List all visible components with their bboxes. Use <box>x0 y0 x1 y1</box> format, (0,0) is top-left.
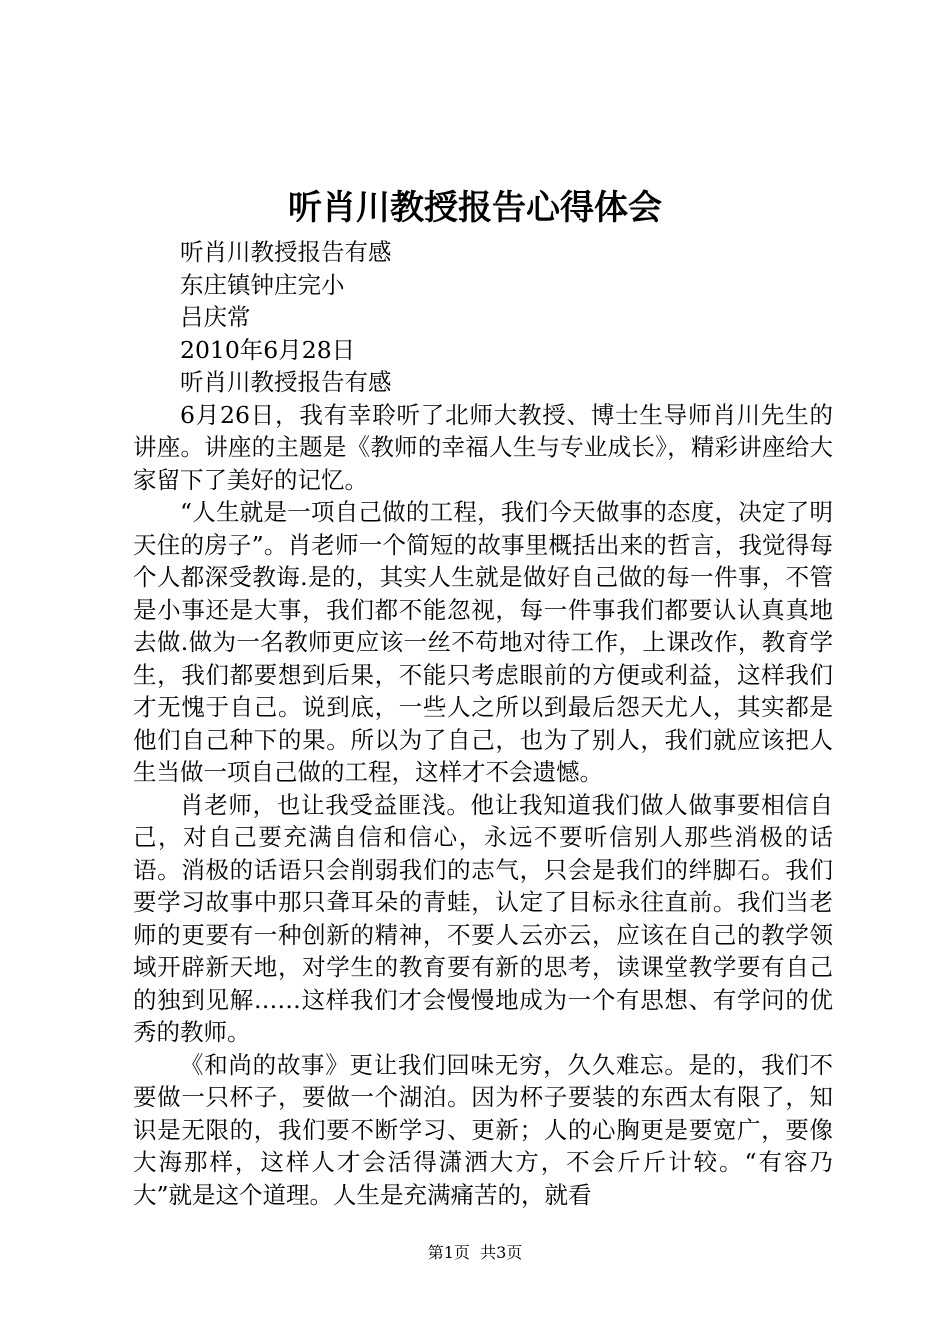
paragraph-1: 6月26日，我有幸聆听了北师大教授、博士生导师肖川先生的讲座。讲座的主题是《教师的幸福人生与专业成长》，精彩讲座给大家留下了美好的记忆。 <box>133 400 833 494</box>
page-footer: 第1页 共3页 <box>427 1243 523 1262</box>
school-line: 东庄镇钟庄完小 <box>180 270 345 299</box>
subtitle-line: 听肖川教授报告有感 <box>180 238 392 266</box>
date-line: 2010年6月28日 <box>180 335 356 364</box>
document-body <box>133 236 833 1211</box>
paragraph-2: “人生就是一项自己做的工程，我们今天做事的态度，决定了明天住的房子”。肖老师一个简短的故事里概括出来的哲言，我觉得每个人都深受教诲.是的，其实人生就是做好自己做的每一件事，不管是小事还是大事，我们都不能忽视，每一件事我们都要认认真真地去做.做为一名教师更应该一丝不苟地对待工作，上课改作，教育学生，我们都要想到后果，不能只考虑眼前的方便或利益，这样我们才无愧于自己。说到底，一些人之所以到最后怨天尤人，其实都是他们自己种下的果。所以为了自己，也为了别人，我们就应该把人生当做一项自己做的工程，这样才不会遗憾。 <box>133 498 833 786</box>
paragraph-3: 肖老师，也让我受益匪浅。他让我知道我们做人做事要相信自己，对自己要充满自信和信心，永远不要听信别人那些消极的话语。消极的话语只会削弱我们的志气，只会是我们的绊脚石。我们要学习故事中那只聋耳朵的青蛙，认定了目标永往直前。我们当老师的更要有一种创新的精神，不要人云亦云，应该在自己的教学领域开辟新天地，对学生的教育要有新的思考，读课堂教学要有自己的独到见解……这样我们才会慢慢地成为一个有思想、有学问的优秀的教师。 <box>133 790 833 1046</box>
subtitle-repeat-line: 听肖川教授报告有感 <box>180 368 392 396</box>
paragraph-4: 《和尚的故事》更让我们回味无穷，久久难忘。是的，我们不要做一只杯子，要做一个湖泊。因为杯子要装的东西太有限了，知识是无限的，我们要不断学习、更新；人的心胸更是要宽广，要像大海那样，这样人才会活得潇洒大方，不会斤斤计较。“有容乃大”就是这个道理。人生是充满痛苦的，就看 <box>133 1050 833 1209</box>
author-line: 吕庆常 <box>180 303 251 331</box>
document-title: 听肖川教授报告心得体会 <box>288 188 662 228</box>
